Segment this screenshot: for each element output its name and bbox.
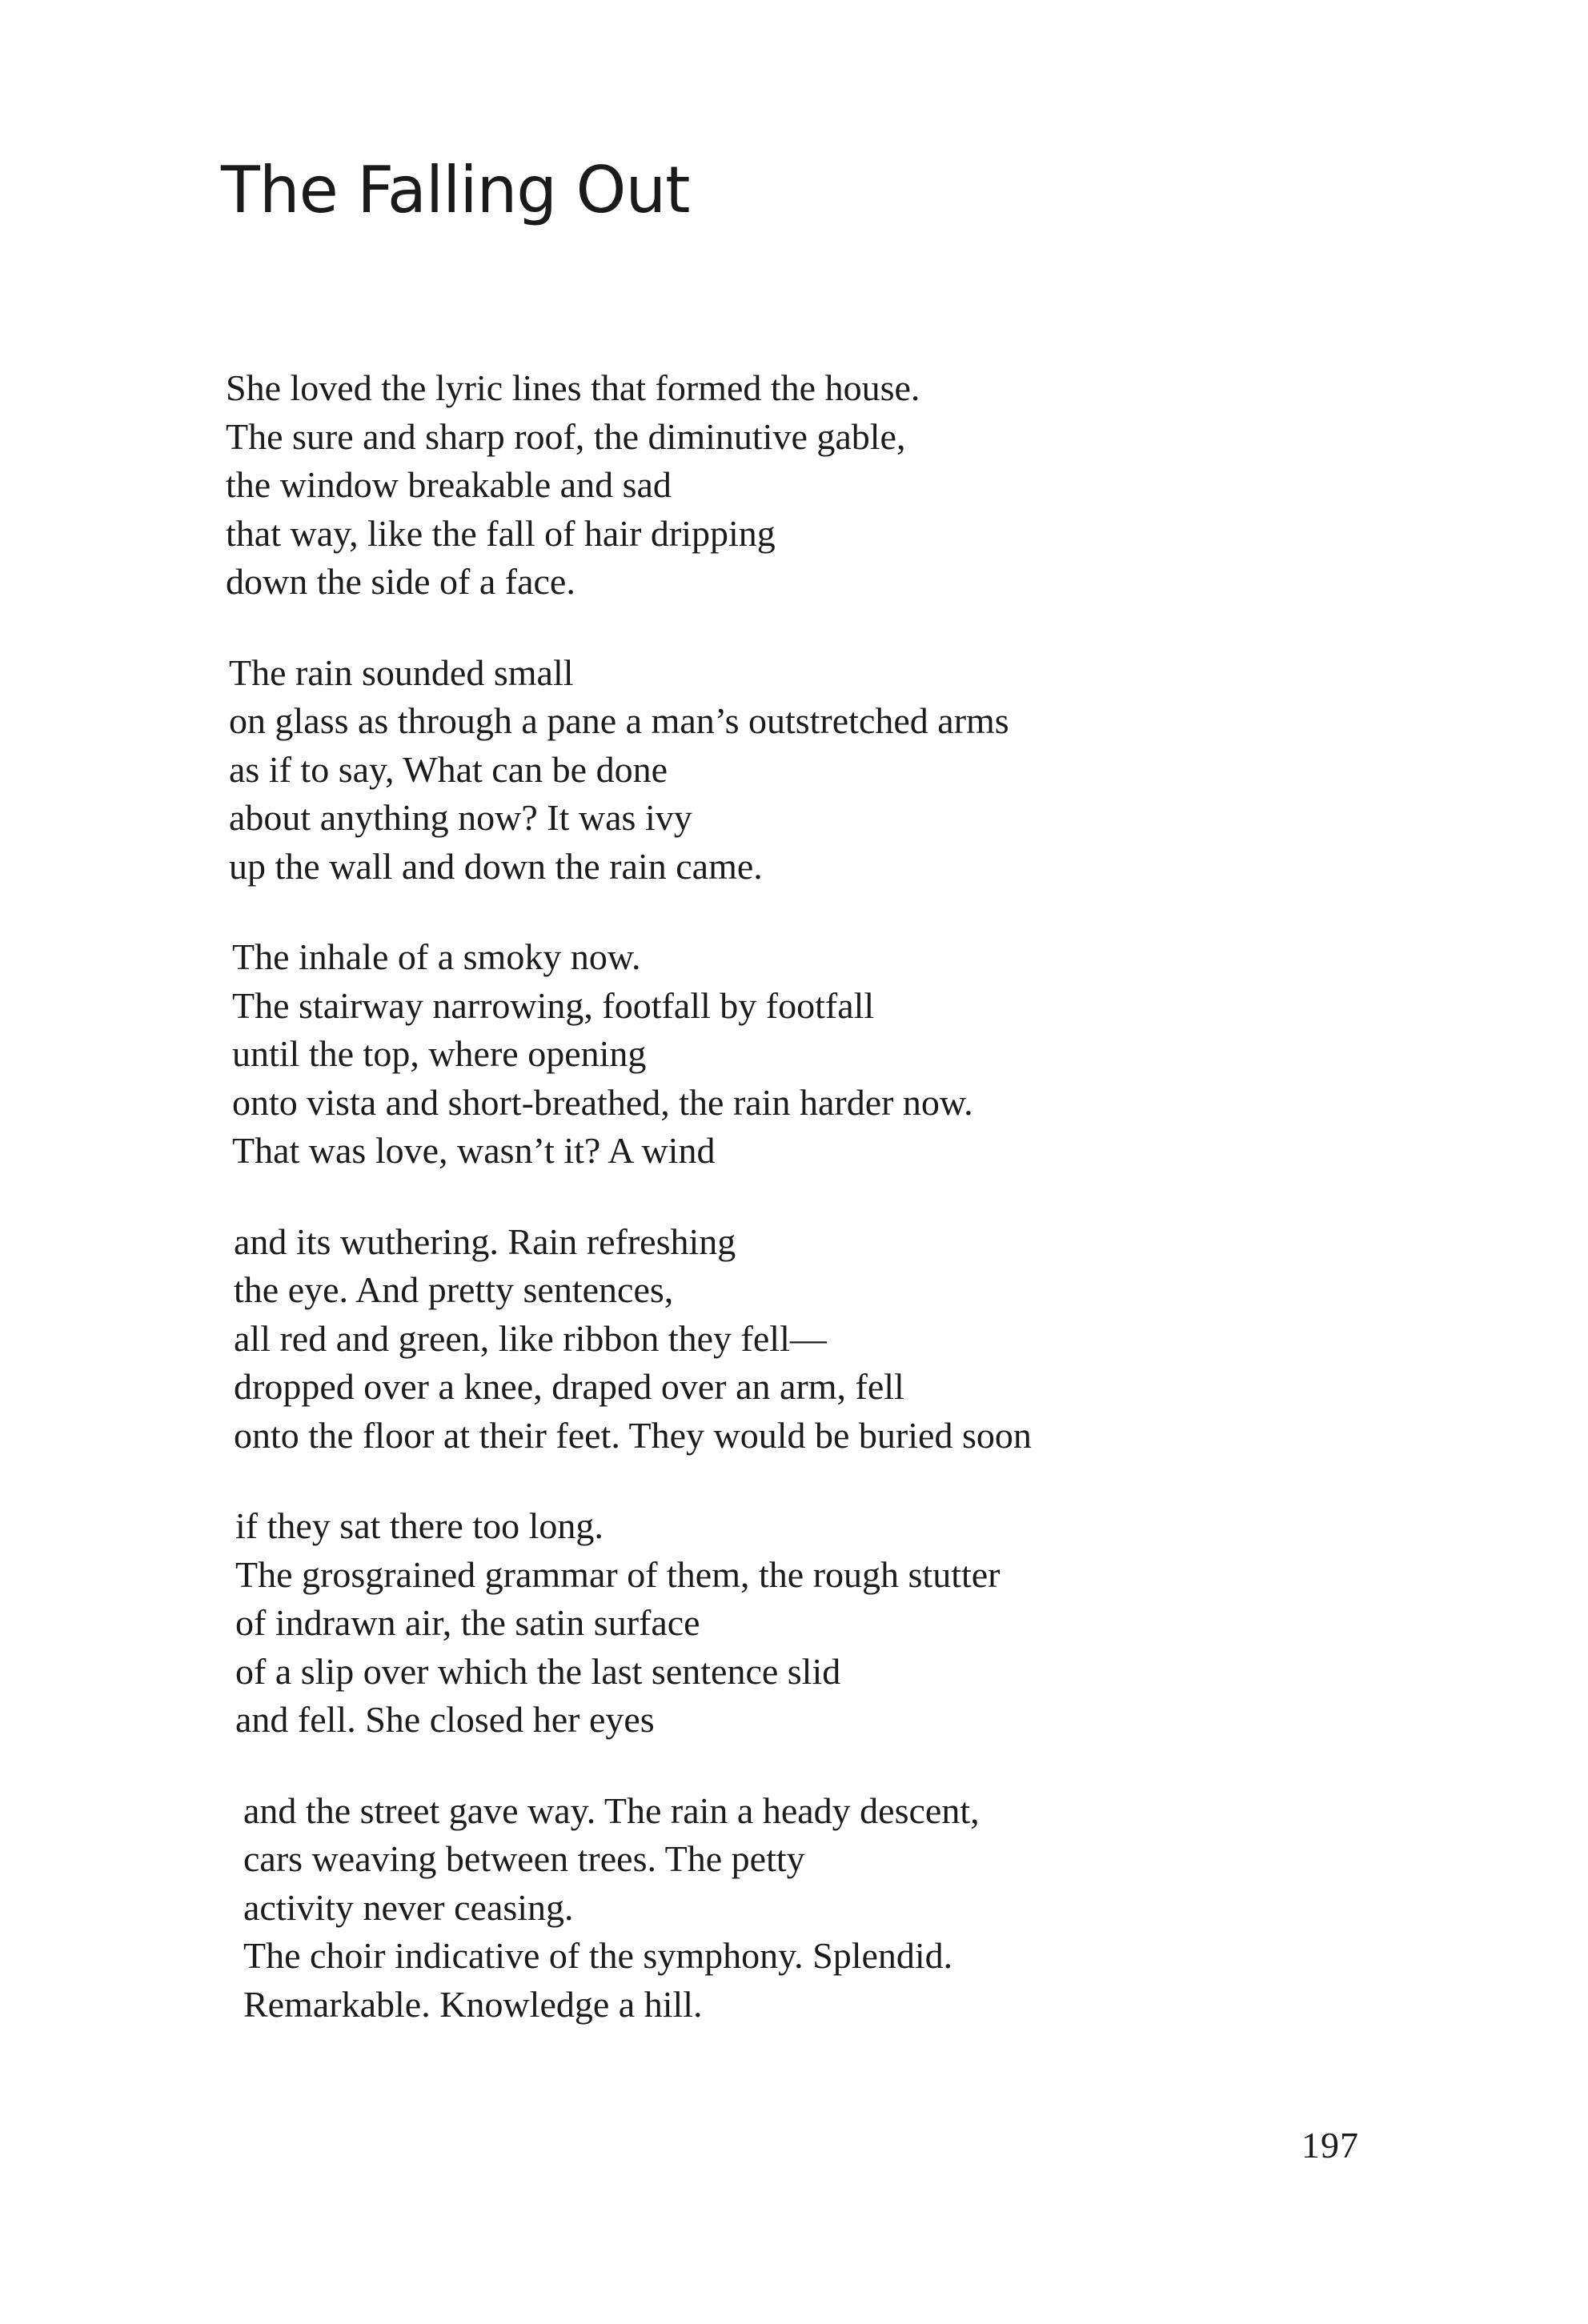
poem-line: onto vista and short-breathed, the rain harder now. bbox=[232, 1081, 973, 1123]
poem-line: The grosgrained grammar of them, the rough stutter bbox=[235, 1553, 1001, 1595]
poem-line: activity never ceasing. bbox=[243, 1886, 574, 1928]
poem-line: The inhale of a smoky now. bbox=[232, 936, 641, 977]
poem-title: The Falling Out bbox=[221, 153, 690, 227]
poem-line: the eye. And pretty sentences, bbox=[234, 1269, 674, 1310]
poem-line: and the street gave way. The rain a heady descent, bbox=[243, 1789, 980, 1831]
poem-line: The stairway narrowing, footfall by footfall bbox=[232, 984, 875, 1026]
stanza bbox=[226, 364, 1426, 607]
poem-line: The rain sounded small bbox=[229, 651, 574, 693]
stanza bbox=[226, 1502, 1426, 1745]
poem-line: and its wuthering. Rain refreshing bbox=[234, 1220, 736, 1262]
poem-line: as if to say, What can be done bbox=[229, 748, 668, 790]
poem-line: and fell. She closed her eyes bbox=[235, 1699, 655, 1740]
poem-line: down the side of a face. bbox=[226, 561, 575, 602]
poem-line: about anything now? It was ivy bbox=[229, 797, 692, 838]
poem-line: onto the floor at their feet. They would be buried soon bbox=[234, 1414, 1032, 1456]
poem-line: that way, like the fall of hair dripping bbox=[226, 512, 776, 554]
poem-line: cars weaving between trees. The petty bbox=[243, 1838, 805, 1879]
poem-line: She loved the lyric lines that formed the house. bbox=[226, 367, 920, 408]
poem-line: all red and green, like ribbon they fell— bbox=[234, 1317, 827, 1359]
poem-line: dropped over a knee, draped over an arm, fell bbox=[234, 1366, 904, 1407]
page-number: 197 bbox=[1301, 2125, 1359, 2166]
stanza bbox=[226, 1787, 1426, 2029]
poem-line: of indrawn air, the satin surface bbox=[235, 1602, 700, 1643]
poem-line: The sure and sharp roof, the diminutive gable, bbox=[226, 415, 906, 457]
poem-line: the window breakable and sad bbox=[226, 464, 672, 505]
stanza bbox=[226, 1218, 1426, 1461]
poem-line: That was love, wasn’t it? A wind bbox=[232, 1130, 716, 1171]
poem-line: The choir indicative of the symphony. Splendid. bbox=[243, 1935, 953, 1976]
stanza bbox=[226, 649, 1426, 892]
stanza bbox=[226, 933, 1426, 1176]
poem-line: of a slip over which the last sentence slid bbox=[235, 1650, 841, 1692]
poem-line: until the top, where opening bbox=[232, 1033, 647, 1074]
poem-line: if they sat there too long. bbox=[235, 1505, 604, 1546]
poem-line: on glass as through a pane a man’s outstretched arms bbox=[229, 700, 1009, 741]
poem-body bbox=[226, 364, 1426, 2071]
poem-line: up the wall and down the rain came. bbox=[229, 845, 763, 887]
poem-line: Remarkable. Knowledge a hill. bbox=[243, 1983, 703, 2025]
